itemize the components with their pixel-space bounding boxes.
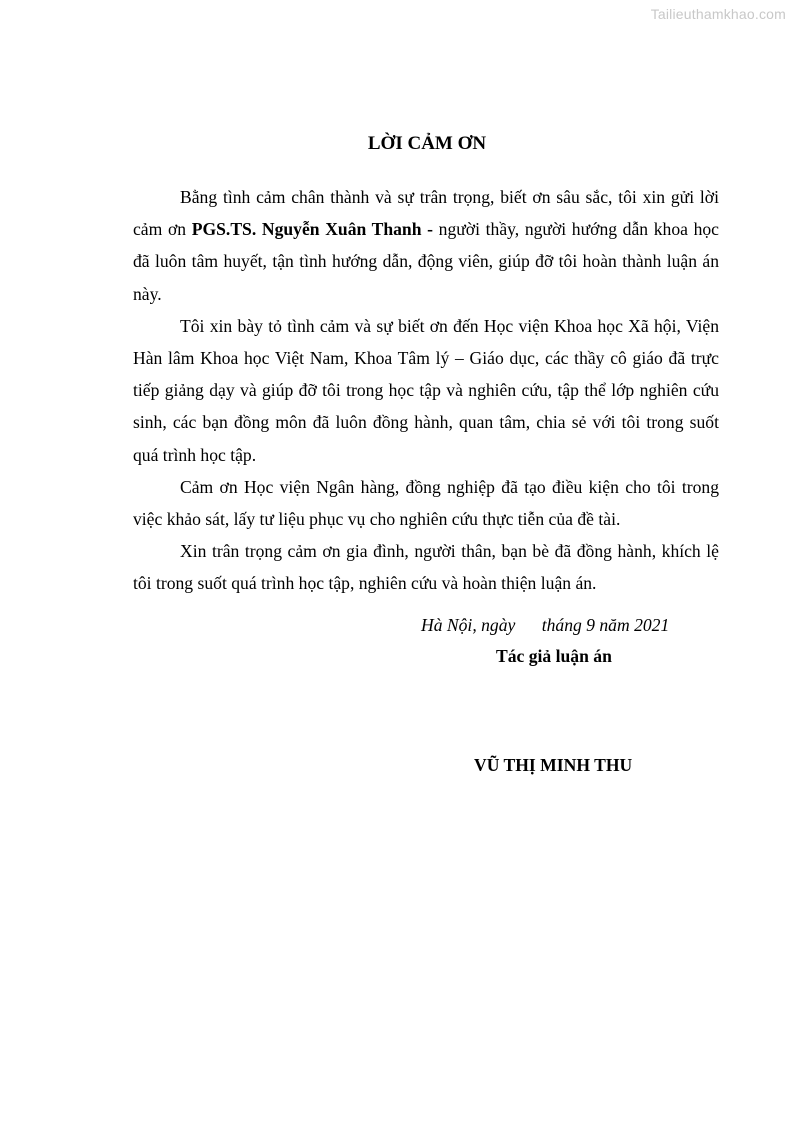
paragraph-institution-thanks: Tôi xin bày tỏ tình cảm và sự biết ơn đến Học viện Khoa học Xã hội, Viện Hàn lâm Khoa học Việt Nam, Khoa Tâm lý – Giáo dục, các thầy cô giáo đã trực tiếp giảng dạy và giúp đỡ tôi trong học tập và nghiên cứu, tập thể lớp nghiên cứu sinh, các bạn đồng môn đã luôn đồng hành, quan tâm, chia sẻ với tôi trong suốt quá trình học tập. — [133, 315, 719, 465]
paragraph-family-thanks: Xin trân trọng cảm ơn gia đình, người thân, bạn bè đã đồng hành, khích lệ tôi trong suốt quá trình học tập, nghiên cứu và hoàn thiện luận án. — [133, 541, 719, 594]
acknowledgement-page — [133, 128, 719, 600]
signature-date: Hà Nội, ngày tháng 9 năm 2021 — [421, 615, 670, 635]
paragraph-text: Bằng tình cảm chân thành và sự trân trọng, biết ơn sâu sắc, tôi xin gửi lời cảm ơn — [133, 187, 719, 240]
paragraph-advisor-thanks — [133, 181, 719, 310]
author-name: VŨ THỊ MINH THU — [474, 755, 633, 775]
paragraph-workplace-thanks: Cảm ơn Học viện Ngân hàng, đồng nghiệp đã tạo điều kiện cho tôi trong việc khảo sát, lấy tư liệu phục vụ cho nghiên cứu thực tiễn của đề tài. — [133, 476, 719, 530]
signature-role: Tác giả luận án — [496, 646, 612, 666]
paragraph-text: người thầy, người hướng dẫn khoa học đã luôn tâm huyết, tận tình hướng dẫn, động viên, giúp đỡ tôi hoàn thành luận án này. — [133, 219, 719, 304]
watermark-text: Tailieuthamkhao.com — [650, 6, 786, 22]
advisor-name: PGS.TS. Nguyễn Xuân Thanh - — [191, 219, 434, 240]
page-title: LỜI CẢM ƠN — [367, 133, 487, 154]
